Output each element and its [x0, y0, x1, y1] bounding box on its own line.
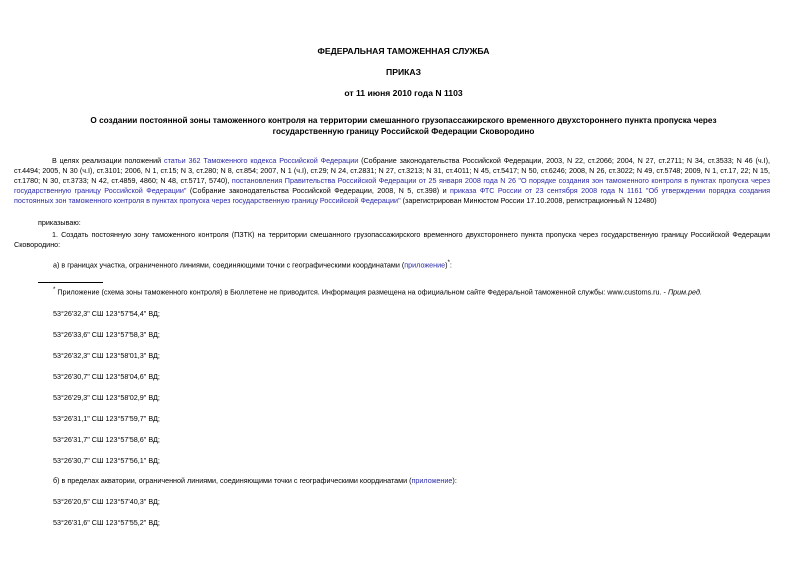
footnote: [53, 285, 702, 297]
coordinate-b-1: 53°26'20,5" СШ 123°57'40,3" ВД;: [53, 497, 160, 506]
coordinate-a-5: 53°26'29,3" СШ 123°58'02,9" ВД;: [53, 393, 160, 402]
footnote-marker: *: [447, 260, 450, 266]
item-a-paragraph: [53, 258, 452, 270]
coordinate-a-3: 53°26'32,3" СШ 123°58'01,3" ВД;: [53, 351, 160, 360]
item-b-close: ):: [452, 476, 457, 485]
coordinate-a-8: 53°26'30,7" СШ 123°57'56,1" ВД;: [53, 456, 160, 465]
footnote-divider: [38, 282, 103, 283]
doc-title-line-2: государственную границу Российской Федерации Сковородино: [272, 127, 535, 136]
government-resolution-link[interactable]: постановления Правительства Российской Федерации от 25 января 2008 года N 26 "О порядке создания зон таможенного контроля в пунктах пропуска через государственную границу Российской Федерации": [14, 176, 770, 195]
fts-order-link[interactable]: приказа ФТС России от 23 сентября 2008 года N 1161 "Об утверждении порядка создания постоянных зон таможенного контроля в пунктах пропуска через государственную границу Российской Федерации": [14, 186, 771, 205]
footnote-star: *: [53, 287, 56, 293]
doc-title-line-1: О создании постоянной зоны таможенного контроля на территории смешанного грузопассажирского временного двухстороннего пункта пропуска через: [90, 116, 717, 125]
coordinate-a-2: 53°26'33,6" СШ 123°57'58,3" ВД;: [53, 330, 160, 339]
coordinate-a-1: 53°26'32,3" СШ 123°57'54,4" ВД;: [53, 309, 160, 318]
footnote-text: Приложение (схема зоны таможенного контроля) в Бюллетене не приводится. Информация размещена на официальном сайте Федеральной таможенной службы: www.customs.ru. -: [55, 287, 668, 297]
preamble-text: (зарегистрирован Минюстом России 17.10.2008, регистрационный N 12480): [400, 196, 657, 205]
item-a-close: ): [445, 260, 448, 270]
coordinate-a-4: 53°26'30,7" СШ 123°58'04,6" ВД;: [53, 372, 160, 381]
org-name: ФЕДЕРАЛЬНАЯ ТАМОЖЕННАЯ СЛУЖБА: [317, 46, 490, 56]
appendix-link-b[interactable]: приложение: [411, 476, 453, 485]
coordinate-a-6: 53°26'31,1" СШ 123°57'59,7" ВД;: [53, 414, 160, 423]
item-1-paragraph: 1. Создать постоянную зону таможенного контроля (ПЗТК) на территории смешанного грузопассажирского временного двухстороннего пункта пропуска через государственную границу Российской Федерации Сковородино:: [14, 230, 770, 249]
item-a-text: а) в границах участка, ограниченного линиями, соединяющими точки с географическими координатами (: [53, 260, 405, 270]
preamble-text: (Собрание законодательства Российской Федерации, 2003, N 22, ст.2066; 2004, N 27, ст.2711; N 34, ст.3533; N 46 (ч.I), ст.4494; 2005, N 30 (ч.I), ст.3101; 2006, N 1, ст.15; N 3, ст.280; N 8, ст.854; 2007, N 1 (ч.I), ст.29; N 24, ст.2831; N 27, ст.3213; N 31, ст.4011; N 45, ст.5417; N 50, ст.6246; 2008, N 26, ст.3022; N 49, ст.5748; 2009, N 1, ст.17, 22; N 15, ст.1780; N 30, ст.3733; N 42, ст.4859, 4860; N 48, ст.5717, 5740),: [14, 156, 770, 185]
doc-date-number: от 11 июня 2010 года N 1103: [344, 88, 463, 98]
prikazyvayu-text: приказываю:: [38, 218, 81, 227]
item-a-colon: :: [449, 260, 452, 270]
appendix-link[interactable]: приложение: [404, 260, 446, 270]
coordinate-a-7: 53°26'31,7" СШ 123°57'58,6" ВД;: [53, 435, 160, 444]
editor-note: Прим.ред.: [667, 287, 702, 297]
customs-code-article-link[interactable]: статьи 362 Таможенного кодекса Российской Федерации: [164, 156, 359, 165]
doc-type: ПРИКАЗ: [386, 67, 421, 77]
coordinate-b-2: 53°26'31,6" СШ 123°57'55,2" ВД;: [53, 518, 160, 527]
item-b-text: б) в пределах акватории, ограниченной линиями, соединяющими точки с географическими координатами (: [53, 476, 412, 485]
preamble-text: (Собрание законодательства Российской Федерации, 2008, N 5, ст.398) и: [186, 186, 451, 195]
item-b-paragraph: [53, 476, 457, 486]
preamble-text: В целях реализации положений: [52, 156, 164, 165]
preamble-paragraph: [14, 156, 770, 206]
